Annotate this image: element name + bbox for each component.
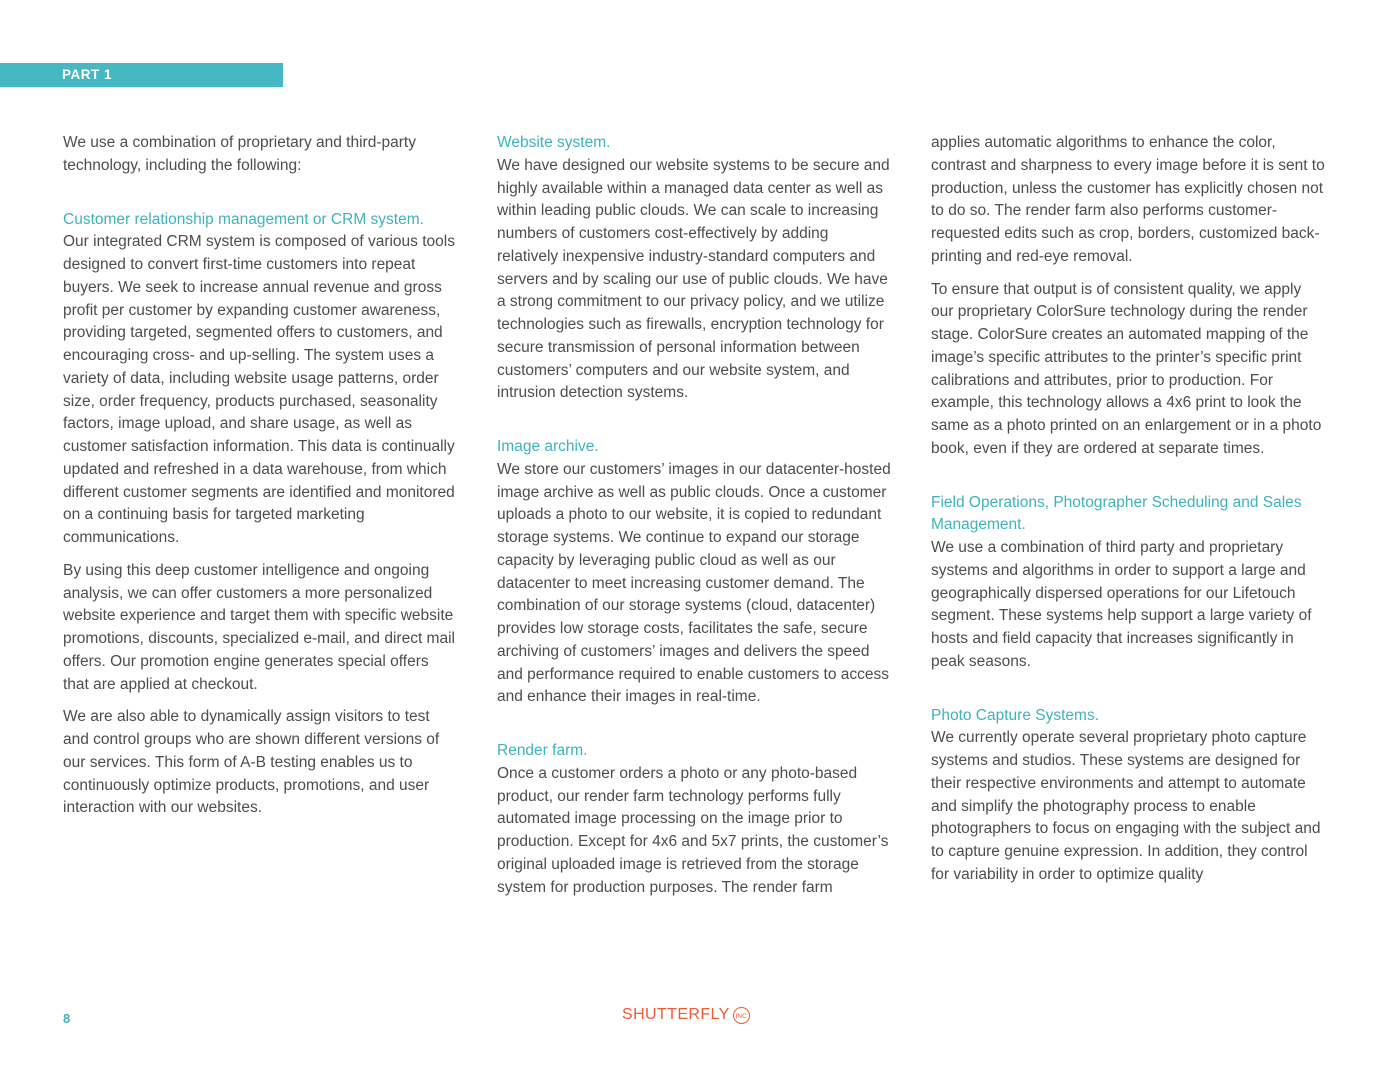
website-heading: Website system.: [497, 134, 611, 151]
render-heading: Render farm.: [497, 742, 588, 759]
logo-inc-badge: INC: [733, 1007, 750, 1024]
column-middle: [497, 132, 892, 909]
colorsure-paragraph: To ensure that output is of consistent quality, we apply our proprietary ColorSure technology during the render stage. ColorSure creates an automated mapping of the image’s specific attributes to the printer’s specific print calibrations and attributes, prior to production. For example, this technology allows a 4x6 print to look the same as a photo printed on an enlargement or in a photo book, even if they are ordered at separate times.: [931, 280, 1322, 457]
intro-paragraph: We use a combination of proprietary and third-party technology, including the following:: [63, 134, 416, 174]
photo-capture-paragraph: We currently operate several proprietary photo capture systems and studios. These systems are designed for their respective environments and attempt to automate and simplify the photography process to enable photographers to focus on engaging with the subject and to capture genuine expression. In addition, they control for variability in order to optimize quality: [931, 729, 1321, 883]
field-operations-paragraph: We use a combination of third party and proprietary systems and algorithms in order to support a large and geographically dispersed operations for our Lifetouch segment. These systems help support a large variety of hosts and field capacity that increases significantly in peak seasons.: [931, 539, 1312, 670]
crm-heading: Customer relationship management or CRM system.: [63, 210, 424, 228]
column-left: [63, 132, 458, 830]
archive-paragraph: We store our customers’ images in our datacenter-hosted image archive as well as public clouds. Once a customer uploads a photo to our website, it is copied to redundant storage systems. We continue to expand our storage capacity by leveraging public cloud as well as our datacenter to meet increasing customer demand. The combination of our storage systems (cloud, datacenter) provides low storage costs, facilitates the safe, secure archiving of customers’ images and delivers the speed and performance required to enable customers to access and enhance their images in real-time.: [497, 460, 891, 706]
render-continued-paragraph: applies automatic algorithms to enhance the color, contrast and sharpness to every image before it is sent to production, unless the customer has explicitly chosen not to do so. The render farm also performs customer-requested edits such as crop, borders, customized back-printing and red-eye removal.: [931, 134, 1325, 265]
crm-paragraph-2: By using this deep customer intelligence and ongoing analysis, we can offer customers a more personalized website experience and target them with specific website promotions, discounts, specialized e-mail, and direct mail offers. Our promotion engine generates special offers that are applied at checkout.: [63, 561, 455, 693]
field-operations-heading: Field Operations, Photographer Scheduling and Sales Management.: [931, 493, 1302, 534]
shutterfly-logo: [622, 1006, 750, 1024]
part-label: PART 1: [62, 67, 113, 82]
website-paragraph: We have designed our website systems to be secure and highly available within a managed data center as well as within leading public clouds. We can scale to increasing numbers of customers cost-effectively by adding relatively inexpensive industry-standard computers and servers and by scaling our use of public clouds. We have a strong commitment to our privacy policy, and we utilize technologies such as firewalls, encryption technology for secure transmission of personal information between customers’ computers and our website system, and intrusion detection systems.: [497, 156, 890, 402]
logo-wordmark: SHUTTERFLY: [622, 1006, 730, 1023]
part-banner: [0, 63, 283, 87]
render-paragraph: Once a customer orders a photo or any photo-based product, our render farm technology performs fully automated image processing on the image prior to production. Except for 4x6 and 5x7 prints, the customer’s original uploaded image is retrieved from the storage system for production purposes. The render farm: [497, 764, 889, 896]
crm-paragraph-1: Our integrated CRM system is composed of various tools designed to convert first-time customers into repeat buyers. We seek to increase annual revenue and gross profit per customer by expanding customer awareness, providing targeted, segmented offers to customers, and encouraging cross- and up-selling. The system uses a variety of data, including website usage patterns, order size, order frequency, products purchased, seasonality factors, image upload, and share usage, as well as customer satisfaction information. This data is continually updated and refreshed in a data warehouse, from which different customer segments are identified and monitored on a continuing basis for targeted marketing communications.: [63, 233, 455, 546]
column-right: [931, 132, 1326, 897]
crm-paragraph-3: We are also able to dynamically assign visitors to test and control groups who are shown different versions of our services. This form of A-B testing enables us to continuously optimize products, promotions, and user interaction with our websites.: [63, 708, 440, 817]
photo-capture-heading: Photo Capture Systems.: [931, 706, 1099, 724]
archive-heading: Image archive.: [497, 438, 599, 455]
page-number: 8: [63, 1011, 71, 1026]
